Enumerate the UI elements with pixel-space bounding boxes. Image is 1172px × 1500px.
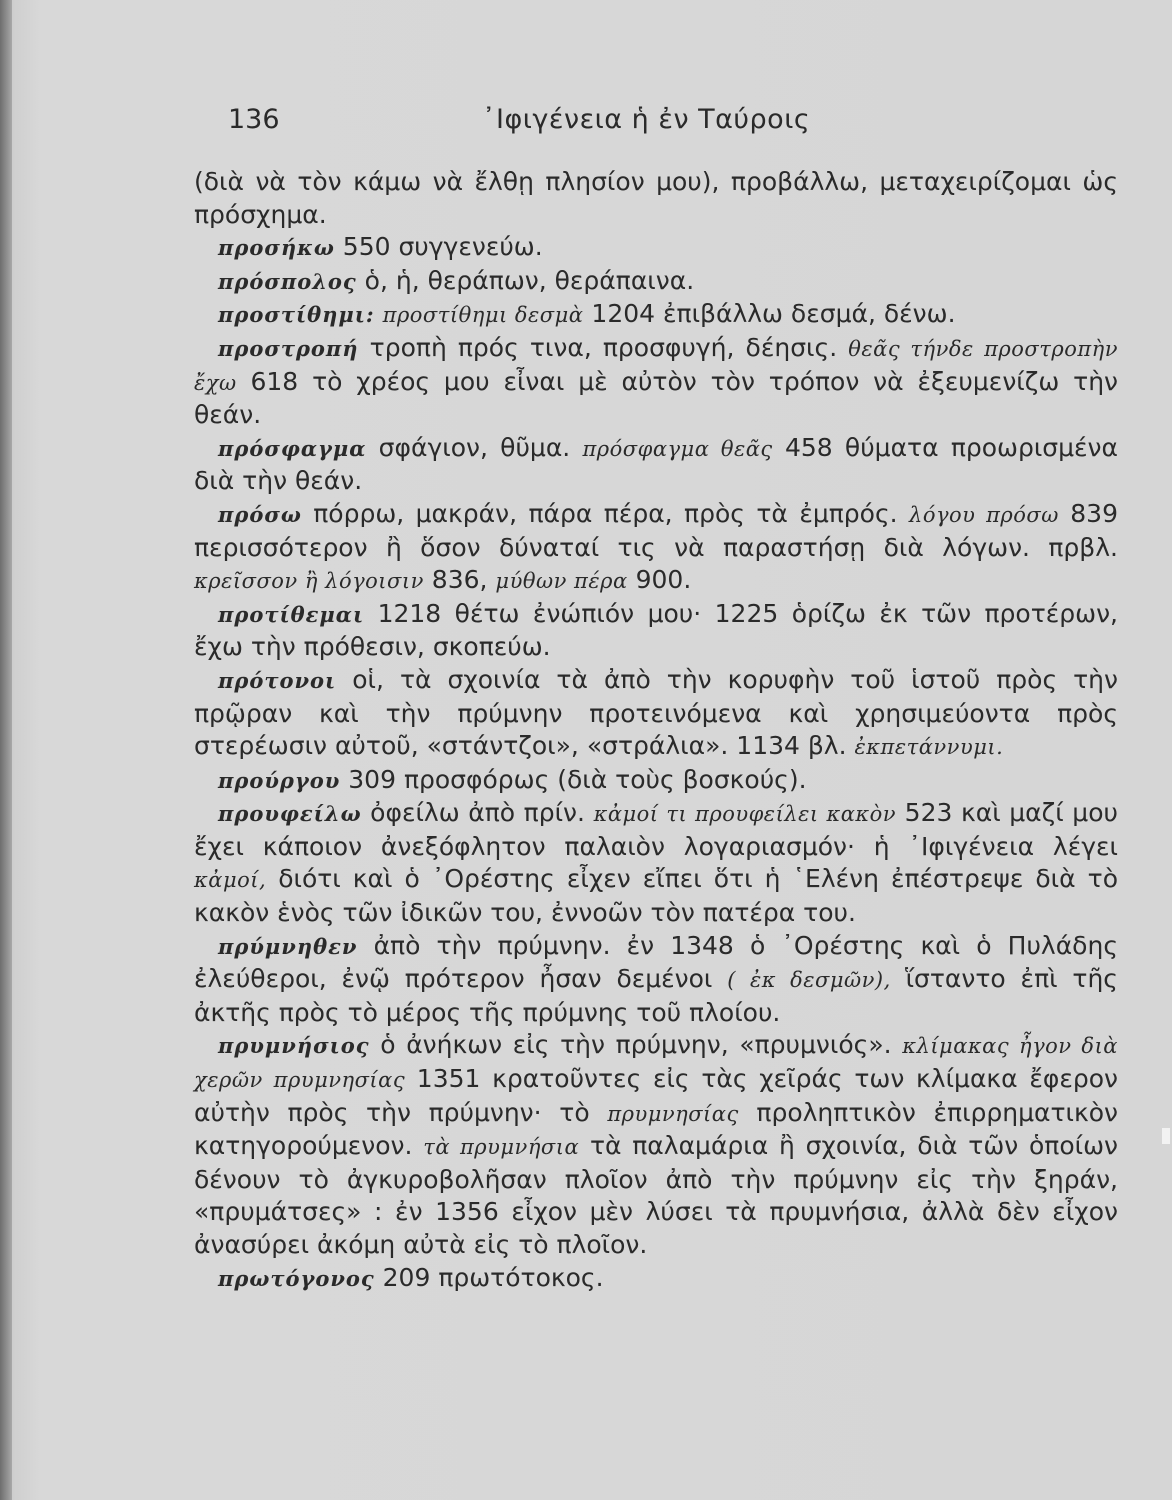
entry-headword: πρωτόγονος bbox=[218, 1265, 375, 1291]
entry-headword: προσήκω bbox=[218, 235, 335, 261]
glossary-entry bbox=[194, 1262, 1118, 1296]
glossary-entry bbox=[194, 332, 1118, 432]
glossary-entry bbox=[194, 930, 1118, 1030]
entry-text: ἵσταντο ἐπὶ τῆς ἀκτῆς πρὸς τὸ μέρος τῆς πρύμνης τοῦ πλοίου. bbox=[194, 964, 1118, 1027]
quoted-phrase: ἐκπετάννυμι. bbox=[854, 735, 1004, 760]
entry-headword: προστίθημι: bbox=[218, 302, 375, 328]
quoted-phrase: θεᾶς τήνδε προστροπὴν ἔχω bbox=[194, 336, 1118, 395]
entry-headword: προυφείλω bbox=[218, 801, 362, 827]
entry-text: τροπὴ πρός τινα, προσφυγή, δέησις. bbox=[358, 332, 849, 362]
entry-text: ἀπὸ τὴν πρύμνην. ἐν 1348 ὁ ᾿Ορέστης καὶ ὁ Πυλάδης ἐλεύθεροι, ἐνῷ πρότερον ἦσαν δεμένοι bbox=[194, 930, 1118, 994]
entry-headword: προστροπή bbox=[218, 335, 359, 361]
glossary-entry bbox=[194, 498, 1118, 598]
quoted-phrase: πρυμνησίας bbox=[607, 1101, 739, 1126]
entry-headword: προτίθεμαι bbox=[218, 601, 365, 627]
entry-text: 618 τὸ χρέος μου εἶναι μὲ αὐτὸν τὸν τρόπον νὰ ἐξευμενίζω τὴν θεάν. bbox=[194, 366, 1118, 430]
quoted-phrase: κλίμακας ἦγον διὰ χερῶν πρυμνησίας bbox=[194, 1034, 1118, 1093]
quoted-phrase: προστίθημι δεσμὰ bbox=[382, 303, 584, 328]
entry-text: διότι καὶ ὁ ᾿Ορέστης εἶχεν εἴπει ὅτι ἡ ῾Ελένη ἐπέστρεψε διὰ τὸ κακὸν ἑνὸς τῶν ἰδικῶν του, ἐννοῶν τὸν πατέρα του. bbox=[194, 864, 1118, 928]
glossary-entry bbox=[194, 1029, 1118, 1261]
quoted-phrase: κρεῖσσον ἢ λόγοισιν bbox=[194, 569, 424, 594]
quoted-phrase: ( ἐκ δεσμῶν), bbox=[727, 968, 891, 993]
entry-text: 839 περισσότερον ἢ ὅσον δύναταί τις νὰ παραστήσῃ διὰ λόγων. πρβλ. bbox=[194, 498, 1118, 562]
entry-text: 1204 ἐπιβάλλω δεσμά, δένω. bbox=[583, 299, 956, 329]
entry-text: 836, bbox=[423, 565, 496, 595]
quoted-phrase: μύθων πέρα bbox=[495, 569, 628, 594]
entry-text: 458 θύματα προωρισμένα διὰ τὴν θεάν. bbox=[194, 432, 1119, 496]
glossary-body bbox=[194, 166, 1118, 1295]
entry-headword: πρυμνήσιος bbox=[218, 1033, 370, 1059]
entry-text: ὁ, ἡ, θεράπων, θεράπαινα. bbox=[356, 265, 695, 295]
entry-headword: πρότονοι bbox=[218, 667, 337, 693]
entry-text: σφάγιον, θῦμα. bbox=[366, 432, 583, 462]
glossary-entry bbox=[194, 298, 1118, 332]
entry-text: 550 συγγενεύω. bbox=[334, 232, 543, 262]
glossary-entry bbox=[194, 598, 1118, 664]
quoted-phrase: πρόσφαγμα θεᾶς bbox=[582, 436, 773, 461]
entry-text: 209 πρωτότοκος. bbox=[374, 1262, 604, 1292]
running-title: ᾿Ιφιγένεια ἡ ἐν Ταύροις bbox=[482, 104, 811, 135]
page-edge-mark bbox=[1162, 1128, 1170, 1144]
glossary-entry bbox=[194, 166, 1118, 231]
entry-text: 1351 κρατοῦντες εἰς τὰς χεῖράς των κλίμακα ἔφερον αὐτὴν πρὸς τὴν πρύμνην· τὸ bbox=[194, 1064, 1118, 1127]
quoted-phrase: κἀμοί, bbox=[194, 868, 267, 893]
entry-text: 900. bbox=[627, 565, 692, 595]
glossary-entry bbox=[194, 664, 1118, 764]
quoted-phrase: λόγου πρόσω bbox=[909, 502, 1059, 527]
page-header bbox=[228, 104, 818, 148]
glossary-entry bbox=[194, 797, 1118, 929]
entry-headword: πρύμνηθεν bbox=[218, 933, 358, 959]
entry-text: ὁ ἀνήκων εἰς τὴν πρύμνην, «πρυμνιός». bbox=[369, 1030, 903, 1060]
entry-text: 1218 θέτω ἐνώπιόν μου· 1225 ὁρίζω ἐκ τῶν προτέρων, ἔχω τὴν πρόθεσιν, σκοπεύω. bbox=[194, 598, 1118, 662]
entry-headword: προύργου bbox=[218, 767, 341, 793]
entry-text: πόρρω, μακράν, πάρα πέρα, πρὸς τὰ ἐμπρός. bbox=[301, 498, 910, 528]
entry-text: ὀφείλω ἀπὸ πρίν. bbox=[361, 798, 594, 828]
glossary-entry bbox=[194, 432, 1118, 498]
entry-text: προληπτικὸν ἐπιρρηματικὸν κατηγορούμενον. bbox=[194, 1097, 1118, 1161]
entry-text: 309 προσφόρως (διὰ τοὺς βοσκούς). bbox=[340, 764, 807, 794]
entry-text bbox=[375, 299, 383, 328]
entry-text: 523 καὶ μαζί μου ἔχει κάποιον ἀνεξόφλητον παλαιὸν λογαριασμόν· ἡ ᾿Ιφιγένεια λέγει bbox=[194, 798, 1118, 861]
glossary-entry bbox=[194, 265, 1118, 299]
entry-headword: πρόσπολος bbox=[218, 268, 357, 294]
glossary-entry bbox=[194, 764, 1118, 798]
entry-headword: πρόσφαγμα bbox=[218, 435, 367, 461]
entry-text: οἱ, τὰ σχοινία τὰ ἀπὸ τὴν κορυφὴν τοῦ ἱστοῦ πρὸς τὴν πρῷραν καὶ τὴν πρύμνην προτεινόμενα καὶ χρησιμεύοντα πρὸς στερέωσιν αὐτοῦ, «στάντζοι», «στράλια». 1134 βλ. bbox=[194, 664, 1118, 761]
book-binding-edge bbox=[0, 0, 12, 1500]
quoted-phrase: τὰ πρυμνήσια bbox=[423, 1135, 580, 1160]
glossary-entry bbox=[194, 231, 1118, 265]
entry-headword: πρόσω bbox=[218, 501, 302, 527]
quoted-phrase: κἀμοί τι προυφείλει κακὸν bbox=[593, 802, 897, 827]
page-number: 136 bbox=[228, 104, 280, 135]
entry-text: (διὰ νὰ τὸν κάμω νὰ ἔλθῃ πλησίον μου), προβάλλω, μεταχειρίζομαι ὡς πρόσχημα. bbox=[194, 167, 1118, 229]
entry-text: τὰ παλαμάρια ἢ σχοινία, διὰ τῶν ὁποίων δένουν τὸ ἀγκυροβολῆσαν πλοῖον ἀπὸ τὴν πρύμνην εἰς τὴν ξηράν, «πρυμάτσες» : ἐν 1356 εἶχον μὲν λύσει τὰ πρυμνήσια, ἀλλὰ δὲν εἶχον ἀνασύρει ἀκόμη αὐτὰ εἰς τὸ πλοῖον. bbox=[194, 1131, 1118, 1259]
